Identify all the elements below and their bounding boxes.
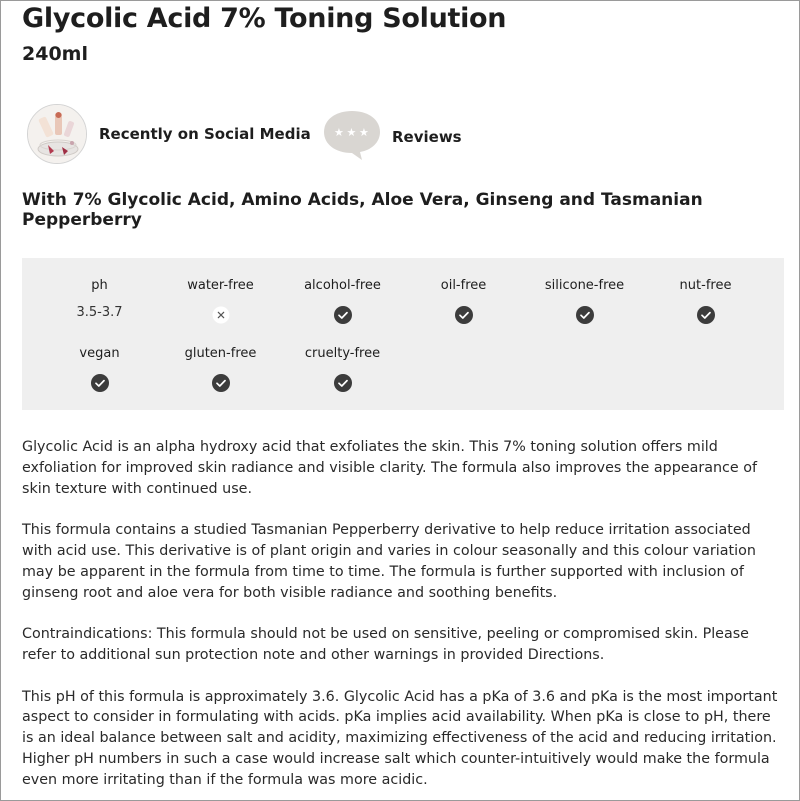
description-paragraph: Glycolic Acid is an alpha hydroxy acid that exfoliates the skin. This 7% toning solution offers mild exfoliation for improved skin radiance and visible clarity. The formula also improves the appearance of skin texture with continued use.	[22, 439, 758, 497]
description-paragraph: This formula contains a studied Tasmanian Pepperberry derivative to help reduce irritation associated with acid use. This derivative is of plant origin and varies in colour seasonally and this colour variation may be apparent in the formula from time to time. The formula is further supported with inclusion of ginseng root and aloe vera for both visible radiance and soothing benefits.	[22, 522, 756, 601]
check-icon	[697, 306, 715, 324]
attributes-panel	[22, 258, 784, 410]
check-icon	[576, 306, 594, 324]
attribute-alcohol-free	[282, 278, 403, 324]
svg-text:★: ★	[359, 126, 369, 139]
attribute-ph	[39, 278, 160, 322]
attribute-label: vegan	[79, 346, 120, 361]
reviews-bubble-icon	[322, 109, 382, 165]
attribute-label: water-free	[187, 278, 254, 293]
attribute-cruelty-free	[282, 346, 403, 392]
check-icon	[334, 306, 352, 324]
x-icon	[212, 306, 230, 324]
attribute-vegan	[39, 346, 160, 392]
product-title: Glycolic Acid 7% Toning Solution	[22, 3, 507, 34]
attribute-label: nut-free	[679, 278, 732, 293]
description-paragraph: This pH of this formula is approximately 3.6. Glycolic Acid has a pKa of 3.6 and pKa is the most important aspect to consider in formulating with acids. pKa implies acid availability. When pKa is close to pH, there is an ideal balance between salt and acidity, maximizing effectiveness of the acid and reducing irritation. Higher pH numbers in such a case would increase salt which counter-intuitively would make the formula even more irritating than if the formula was more acidic.	[22, 688, 778, 788]
attribute-label: oil-free	[440, 278, 487, 293]
check-icon	[91, 374, 109, 392]
reviews-link[interactable]	[322, 109, 462, 165]
attribute-gluten-free	[160, 346, 281, 392]
attribute-value: 3.5-3.7	[76, 305, 123, 320]
attribute-label: alcohol-free	[304, 278, 381, 293]
product-description	[22, 437, 782, 801]
attribute-oil-free	[403, 278, 524, 324]
social-media-link[interactable]	[27, 104, 311, 164]
attribute-silicone-free	[524, 278, 645, 324]
svg-text:★: ★	[334, 126, 344, 139]
attribute-label: gluten-free	[184, 346, 257, 361]
social-media-thumbnail	[27, 104, 87, 164]
description-paragraph: Contraindications: This formula should not be used on sensitive, peeling or compromised skin. Please refer to additional sun protection note and other warnings in provided Directions.	[22, 626, 749, 663]
social-media-label: Recently on Social Media	[99, 125, 311, 143]
attribute-label: silicone-free	[544, 278, 625, 293]
check-icon	[334, 374, 352, 392]
check-icon	[455, 306, 473, 324]
attribute-water-free	[160, 278, 281, 324]
check-icon	[212, 374, 230, 392]
product-size: 240ml	[22, 43, 88, 65]
svg-text:★: ★	[346, 126, 357, 139]
reviews-label: Reviews	[392, 128, 462, 146]
product-subtitle: With 7% Glycolic Acid, Amino Acids, Aloe Vera, Ginseng and Tasmanian Pepperberry	[22, 190, 703, 230]
attribute-label: cruelty-free	[304, 346, 381, 361]
attribute-nut-free	[645, 278, 766, 324]
attribute-label: ph	[91, 278, 108, 293]
